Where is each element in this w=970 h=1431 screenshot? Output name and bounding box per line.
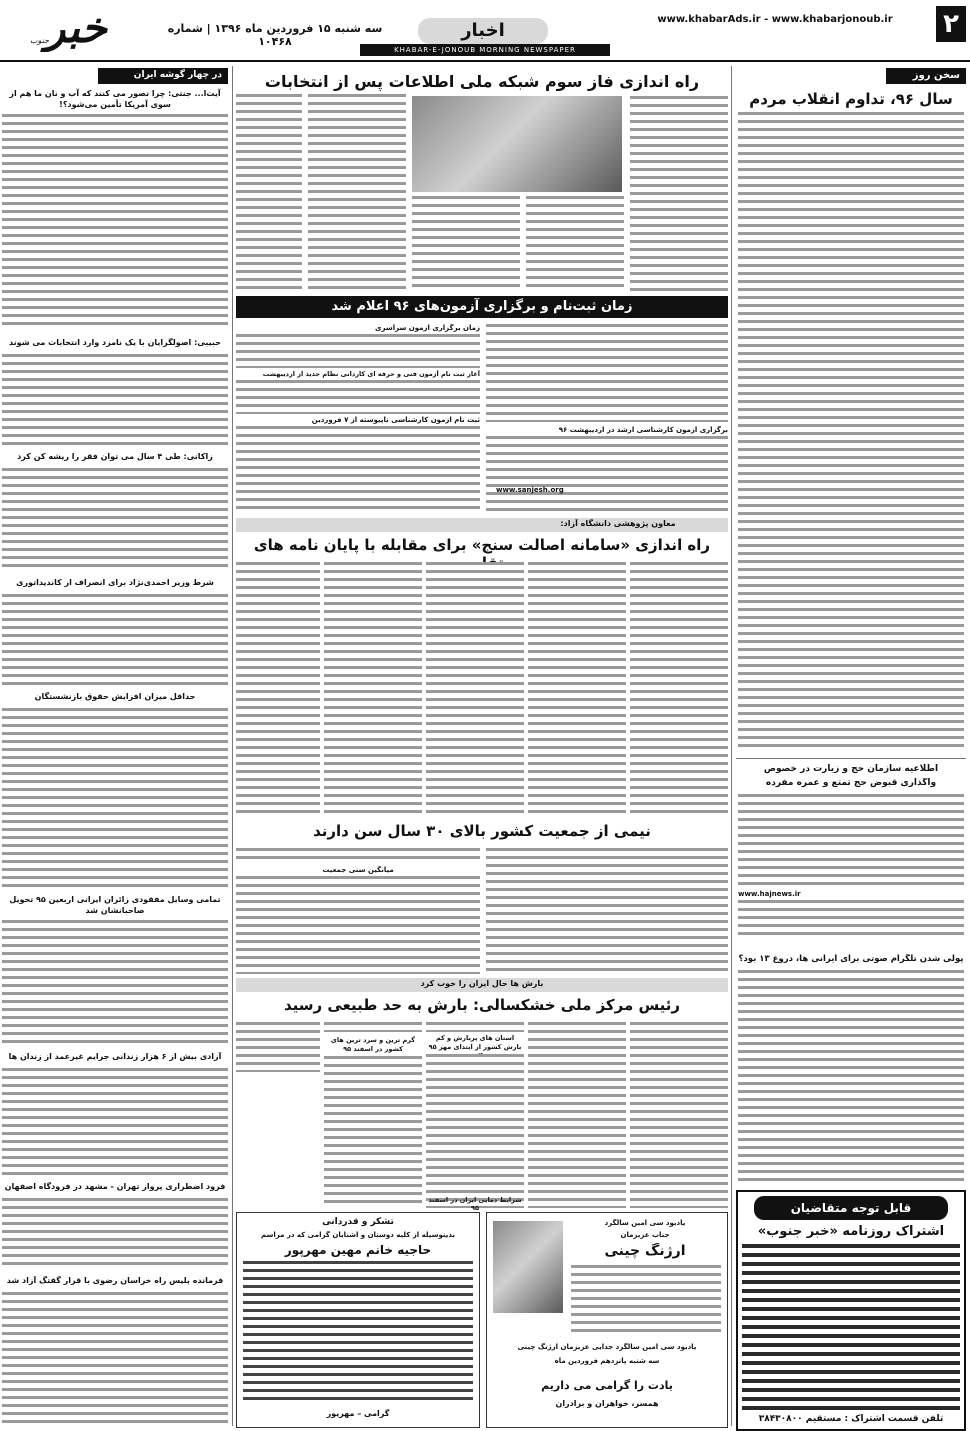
- thanks-line: بدینوسیله از کلیه دوستان و آشنایان گرامی که در مراسم: [260, 1231, 456, 1239]
- dateline: سه شنبه ۱۵ فروردین ماه ۱۳۹۶ | شماره ۱۰۴۶۸: [167, 22, 383, 48]
- rain-kicker-bar: [236, 978, 728, 992]
- lead-body-col5: [236, 94, 302, 292]
- azad-headline: راه اندازی «سامانه اصالت سنج» برای مقابله با پایان نامه های: [253, 536, 711, 554]
- rain-headline: رئیس مرکز ملی خشکسالی: بارش به حد طبیعی رسید: [283, 996, 681, 1014]
- azad-kicker: معاون پژوهشی دانشگاه آزاد:: [560, 519, 676, 528]
- rain-body-col3b: [426, 1054, 524, 1208]
- ad-phone[interactable]: تلفن قسمت اشتراک : مستقیم ۳۸۴۳۰۸۰۰: [758, 1414, 944, 1424]
- news-item-2-title: حبیبی: اصولگرایان با یک نامزد وارد انتخابات می شوند: [9, 338, 221, 347]
- right-column: [736, 66, 966, 1431]
- rain-body-col1: [630, 1022, 728, 1208]
- news-item-4-body: [2, 594, 228, 686]
- memorial-poem: [571, 1265, 721, 1337]
- column-rule-right: [731, 66, 732, 1426]
- telegram-body: [738, 970, 964, 1186]
- exam-body-2: [486, 436, 728, 512]
- hajj-url[interactable]: www.hajnews.ir: [738, 890, 801, 898]
- news-item-4-title: شرط وزیر احمدی‌نژاد برای انصراف از کاندیداتوری: [16, 578, 214, 587]
- azad-body-col4: [324, 562, 422, 818]
- exam-body-5: [236, 426, 480, 512]
- lead-body-col3: [412, 196, 520, 292]
- thanks-name: حاجیه خانم مهین مهرپور: [284, 1243, 432, 1257]
- hajj-notice-title: اطلاعیه سازمان حج و زیارت در خصوص: [763, 764, 939, 774]
- newspaper-subtitle: KHABAR-E-JONOUB MORNING NEWSPAPER: [360, 44, 610, 56]
- hajj-notice-subtitle: واگذاری قبوض حج تمتع و عمره مفرده: [765, 778, 937, 788]
- subscription-ad: [736, 1190, 966, 1431]
- news-item-7-title: آزادی بیش از ۶ هزار زندانی جرایم غیرعمد از زندان ها: [8, 1052, 222, 1061]
- divider: [736, 758, 966, 759]
- news-item-9-title: فرمانده پلیس راه خراسان رضوی با قرار گفتگ آزاد شد: [6, 1276, 224, 1285]
- exam-body-1: [486, 324, 728, 422]
- news-item-5-title: حداقل میزان افزایش حقوق بازنشستگان: [34, 692, 196, 701]
- provinces-label: در چهار گوشه ایران: [98, 68, 228, 84]
- lead-body-col2: [526, 196, 624, 292]
- rain-body-col4: [324, 1022, 422, 1032]
- azad-body-col3: [426, 562, 524, 818]
- population-body-3: [236, 876, 480, 974]
- lead-body-col1: [630, 96, 728, 292]
- ad-title-1: قابل توجه متقاضیان: [754, 1196, 948, 1220]
- azad-kicker-bar: [236, 518, 728, 532]
- population-subhead: میانگین سنی جمعیت: [322, 866, 394, 874]
- hajj-notice-body-2: [738, 900, 964, 940]
- rain-body-col4b: [324, 1056, 422, 1208]
- ad-body: [742, 1244, 960, 1410]
- memorial-ad: [486, 1212, 728, 1428]
- thanks-title: تشکر و قدردانی: [322, 1217, 394, 1227]
- site-urls[interactable]: www.khabarAds.ir - www.khabarjonoub.ir: [657, 14, 893, 25]
- news-item-3-title: زاکانی: طی ۴ سال می توان فقر را ریشه کن کرد: [17, 452, 213, 461]
- lead-body-col4: [308, 94, 406, 292]
- news-item-6-title: تمامی وسایل مفقودی زائران ایرانی اربعین ۹۵ تحویل صاحبانشان شد: [9, 895, 221, 915]
- logo-subtitle: جنوب: [30, 36, 50, 45]
- exam-headline: زمان ثبت‌نام و برگزاری آزمون‌های ۹۶ اعلام شد: [236, 296, 728, 318]
- exam-url[interactable]: www.sanjesh.org: [496, 486, 564, 494]
- memorial-photo: [493, 1221, 563, 1313]
- editorial-body: [738, 112, 964, 752]
- news-item-8-body: [2, 1198, 228, 1270]
- memorial-name: ارژنگ چینی: [604, 1243, 686, 1259]
- population-body-2: [236, 848, 480, 864]
- news-item-7-body: [2, 1068, 228, 1176]
- lead-headline: راه اندازی فاز سوم شبکه ملی اطلاعات پس از انتخابات: [264, 72, 700, 91]
- lead-photo: [412, 96, 622, 192]
- memorial-intro: یادبود سی امین سالگرد: [604, 1219, 686, 1227]
- news-item-5-body: [2, 708, 228, 888]
- memorial-title: جناب عزیزمان: [620, 1231, 670, 1239]
- news-item-8-title: فرود اضطراری پرواز تهران - مشهد در فرودگاه اصفهان: [4, 1182, 226, 1191]
- exam-body-3: [236, 334, 480, 368]
- news-item-6-body: [2, 920, 228, 1046]
- rain-kicker: بارش ها حال ایران را خوب کرد: [420, 979, 544, 988]
- exam-subhead-4: برگزاری آزمون کارشناسی ارشد در اردیبهشت ۹۶: [558, 426, 728, 434]
- masthead: [0, 0, 970, 62]
- exam-subhead-1: زمان برگزاری آزمون سراسری: [375, 324, 480, 332]
- azad-body-col5: [236, 562, 320, 818]
- memorial-date: سه شنبه پانزدهم فروردین ماه: [554, 1357, 660, 1365]
- telegram-headline: پولی شدن تلگرام صوتی برای ایرانی ها، دروغ ۱۳ بود؟: [738, 954, 964, 964]
- center-area: [236, 66, 728, 1431]
- exam-body-4: [236, 380, 480, 414]
- news-item-9-body: [2, 1292, 228, 1428]
- memorial-sign: یادت را گرامی می داریم: [541, 1379, 673, 1392]
- thanks-sign: گرامی – مهرپور: [326, 1409, 390, 1418]
- left-column: [2, 66, 228, 1431]
- page-number: ۲: [936, 6, 966, 42]
- news-item-2-body: [2, 354, 228, 446]
- thanks-body: [243, 1261, 473, 1405]
- azad-body-col2: [528, 562, 626, 818]
- memorial-family: همسر، خواهران و برادران: [555, 1399, 659, 1408]
- header-rule: [0, 60, 970, 62]
- rain-subhead-2: گرم ترین و سرد ترین های کشور در اسفند ۹۵: [330, 1036, 416, 1053]
- ad-title-2: اشتراک روزنامه «خبر جنوب»: [757, 1224, 945, 1239]
- section-title: اخبار: [418, 18, 548, 44]
- rain-body-col3: [426, 1022, 524, 1032]
- news-item-3-body: [2, 468, 228, 572]
- rain-body-col5: [236, 1022, 320, 1072]
- population-body-1: [486, 848, 728, 974]
- newspaper-logo: خبر: [45, 4, 107, 52]
- exam-subhead-2: آغاز ثبت نام آزمون فنی و حرفه ای کاردانی نظام جدید از اردیبهشت: [262, 370, 480, 378]
- azad-body-col1: [630, 562, 728, 818]
- rain-subhead-3: شرایط دمایی ایران در اسفند ۹۵: [428, 1196, 522, 1212]
- exam-subhead-3: ثبت نام آزمون کارشناسی ناپیوسته از ۷ فروردین: [311, 416, 480, 424]
- editorial-label: سخن روز: [886, 68, 966, 84]
- population-headline: نیمی از جمعیت کشور بالای ۳۰ سال سن دارند: [313, 822, 651, 840]
- memorial-foot: یادبود سی امین سالگرد جدایی عزیزمان ارژنگ چینی: [517, 1343, 697, 1351]
- rain-body-col2: [528, 1022, 626, 1208]
- rain-subhead-1: استان های پربارش و کم بارش کشور از ابتدای مهر ۹۵: [428, 1034, 522, 1051]
- hajj-notice-body: [738, 794, 964, 890]
- news-item-1-body: [2, 114, 228, 326]
- column-rule-left: [232, 66, 233, 1426]
- thanks-ad: [236, 1212, 480, 1428]
- news-item-1-title: آیت‌ا... جنتی: چرا تصور می کنند که آب و نان ما هم از سوی آمریکا تأمین می‌شود؟!: [9, 89, 221, 109]
- editorial-headline: سال ۹۶، تداوم انقلاب مردم: [749, 90, 953, 108]
